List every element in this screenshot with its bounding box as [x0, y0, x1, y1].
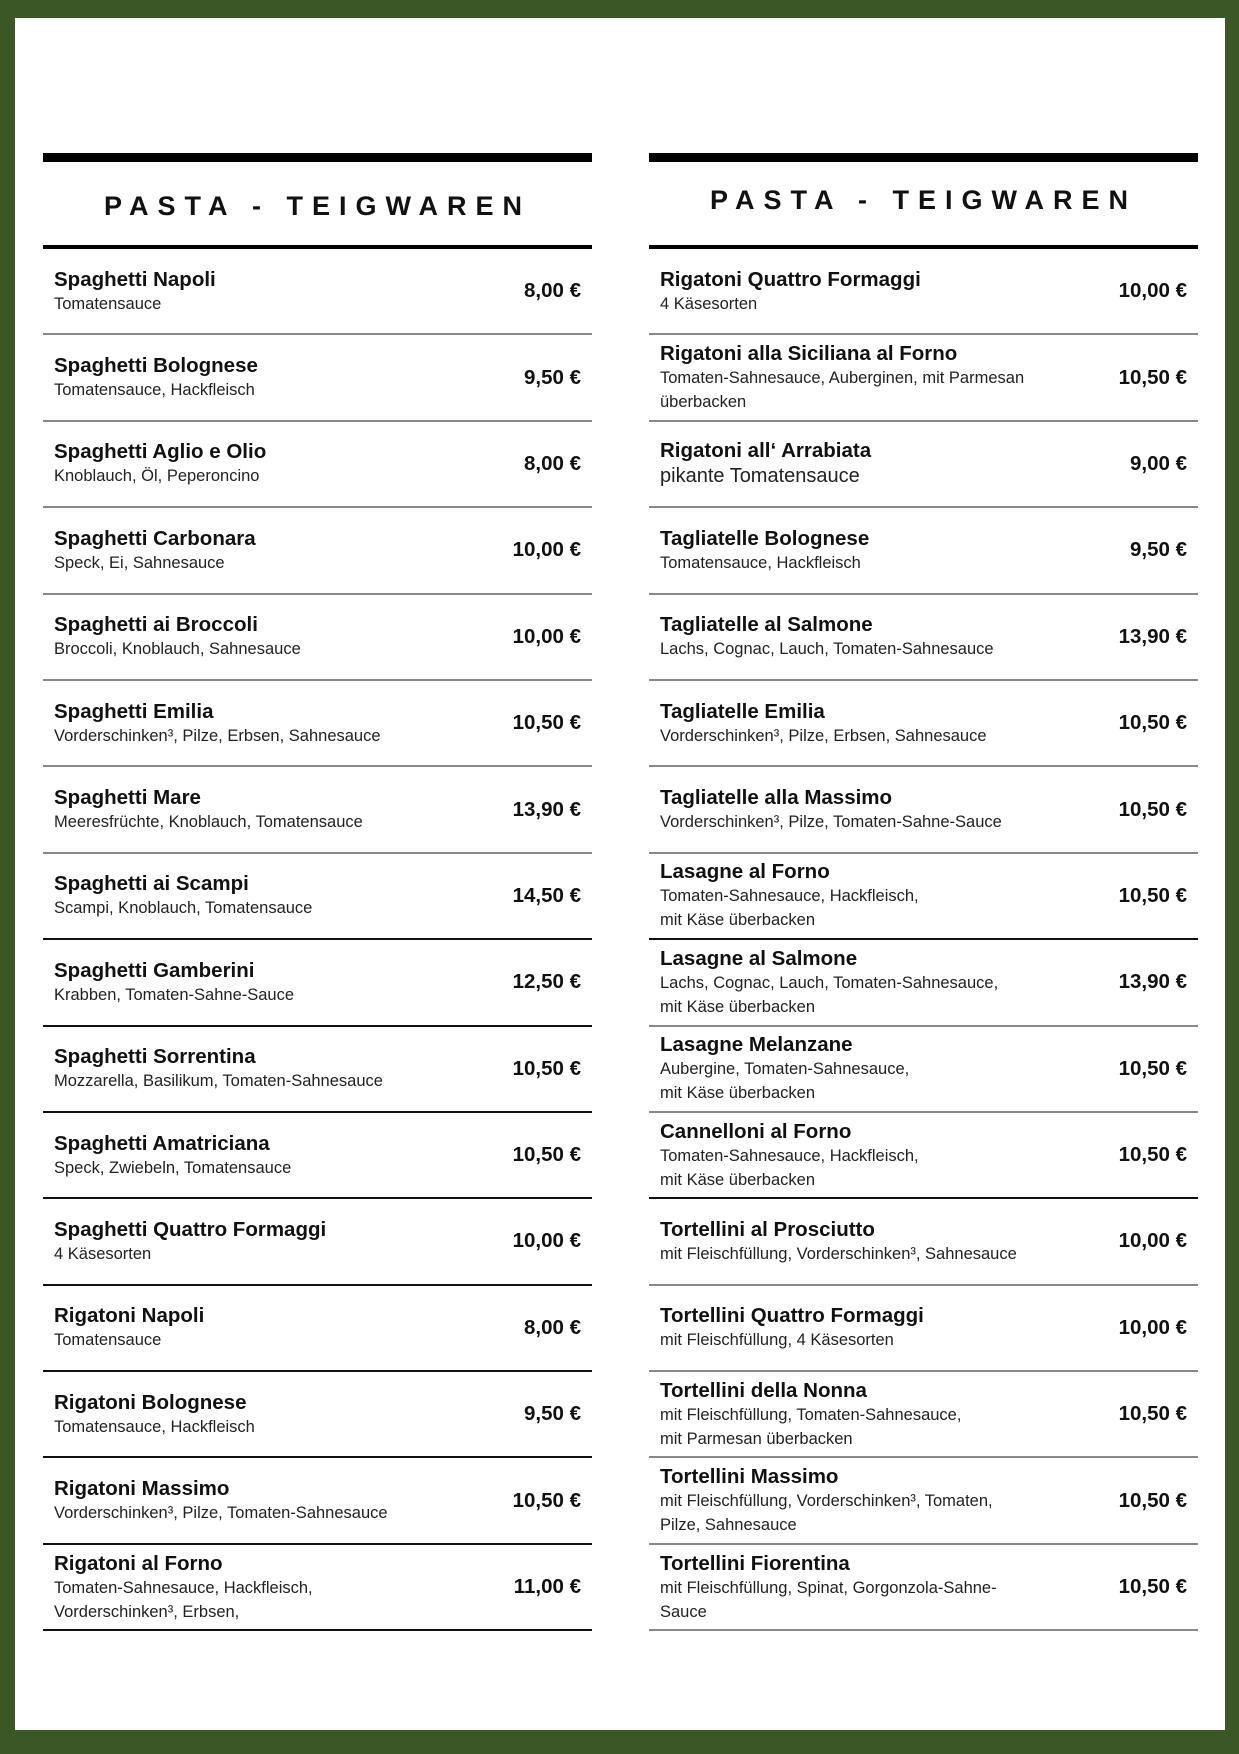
menu-item-text	[43, 1390, 451, 1439]
dish-description: Scampi, Knoblauch, Tomatensauce	[54, 899, 313, 918]
dish-description-line2: mit Käse überbacken	[660, 997, 816, 1016]
dish-name: Lasagne Melanzane	[660, 1033, 853, 1057]
menu-page	[15, 18, 1225, 1730]
dish-description: Tomatensauce, Hackfleisch	[660, 553, 861, 572]
dish-price: 10,00 €	[1118, 1229, 1187, 1253]
dish-description: Vorderschinken³, Pilze, Erbsen, Sahnesauce	[54, 726, 381, 745]
menu-item-text	[43, 526, 451, 575]
dish-description: Speck, Ei, Sahnesauce	[54, 553, 225, 572]
dish-price: 8,00 €	[524, 1315, 581, 1339]
dish-description: Mozzarella, Basilikum, Tomaten-Sahnesauce	[54, 1072, 383, 1091]
menu-item	[649, 681, 1198, 767]
menu-item	[43, 940, 592, 1026]
menu-list	[649, 249, 1198, 1631]
dish-price: 9,50 €	[524, 365, 581, 389]
dish-description: Lachs, Cognac, Lauch, Tomaten-Sahnesauce	[660, 640, 994, 659]
menu-list	[43, 249, 592, 1631]
dish-name: Spaghetti Amatriciana	[54, 1131, 270, 1155]
dish-name: Rigatoni Quattro Formaggi	[660, 267, 921, 291]
menu-item-text	[43, 612, 451, 661]
dish-name: Tagliatelle alla Massimo	[660, 786, 893, 810]
menu-item-text	[649, 1551, 1057, 1624]
dish-price: 10,50 €	[1118, 365, 1187, 389]
dish-description: Tomaten-Sahnesauce, Auberginen, mit Parmesan	[660, 369, 1025, 388]
dish-description-line2: mit Käse überbacken	[660, 1084, 816, 1103]
dish-name: Rigatoni all‘ Arrabiata	[660, 439, 872, 463]
menu-item-text	[43, 439, 451, 488]
menu-item	[43, 1458, 592, 1544]
dish-name: Tortellini Quattro Formaggi	[660, 1304, 924, 1328]
menu-column-left	[43, 153, 592, 1631]
menu-item	[43, 1199, 592, 1285]
menu-item	[649, 1286, 1198, 1372]
dish-description: Tomatensauce	[54, 1331, 162, 1350]
dish-description: pikante Tomatensauce	[660, 465, 860, 488]
menu-item-text	[43, 958, 451, 1007]
dish-description: Tomatensauce, Hackfleisch	[54, 1417, 255, 1436]
dish-price: 10,00 €	[512, 1229, 581, 1253]
dish-name: Cannelloni al Forno	[660, 1119, 852, 1143]
menu-item-text	[43, 1044, 451, 1093]
menu-item-text	[43, 1476, 451, 1525]
dish-description: Knoblauch, Öl, Peperoncino	[54, 467, 260, 486]
menu-item	[43, 1545, 592, 1631]
dish-description: Vorderschinken³, Pilze, Erbsen, Sahnesauce	[660, 726, 987, 745]
menu-item	[649, 335, 1198, 421]
menu-item	[649, 1027, 1198, 1113]
menu-item-text	[649, 1303, 1057, 1352]
dish-name: Tortellini della Nonna	[660, 1378, 867, 1402]
dish-name: Spaghetti Carbonara	[54, 526, 256, 550]
menu-item-text	[43, 267, 451, 316]
dish-price: 14,50 €	[512, 883, 581, 907]
dish-name: Tortellini Massimo	[660, 1465, 839, 1489]
dish-price: 10,00 €	[512, 538, 581, 562]
dish-price: 10,00 €	[512, 624, 581, 648]
dish-name: Lasagne al Forno	[660, 860, 830, 884]
menu-item-text	[43, 1217, 451, 1266]
dish-description: Lachs, Cognac, Lauch, Tomaten-Sahnesauce,	[660, 973, 999, 992]
menu-item-text	[649, 1119, 1057, 1192]
dish-name: Spaghetti Napoli	[54, 267, 216, 291]
menu-item	[649, 1199, 1198, 1285]
menu-item	[649, 422, 1198, 508]
menu-item	[43, 1113, 592, 1199]
dish-name: Spaghetti Mare	[54, 786, 201, 810]
dish-price: 10,50 €	[1118, 1143, 1187, 1167]
dish-description-line2: mit Käse überbacken	[660, 911, 816, 930]
dish-price: 10,50 €	[1118, 883, 1187, 907]
dish-description-line2: Sauce	[660, 1602, 707, 1621]
dish-name: Tagliatelle al Salmone	[660, 613, 873, 637]
dish-description: 4 Käsesorten	[54, 1244, 152, 1263]
dish-name: Spaghetti ai Scampi	[54, 872, 249, 896]
dish-price: 11,00 €	[513, 1575, 581, 1599]
dish-description: Tomaten-Sahnesauce, Hackfleisch,	[54, 1578, 313, 1597]
dish-price: 13,90 €	[1118, 970, 1187, 994]
dish-name: Rigatoni al Forno	[54, 1551, 223, 1575]
dish-price: 10,00 €	[1118, 279, 1187, 303]
menu-item	[43, 335, 592, 421]
menu-item-text	[649, 1032, 1057, 1105]
menu-item	[43, 595, 592, 681]
menu-item	[43, 422, 592, 508]
menu-item-text	[43, 871, 451, 920]
dish-description-line2: Vorderschinken³, Erbsen,	[54, 1602, 240, 1621]
dish-price: 10,50 €	[512, 1056, 581, 1080]
section-title: PASTA - TEIGWAREN	[104, 191, 531, 221]
dish-name: Spaghetti Sorrentina	[54, 1045, 256, 1069]
dish-description: mit Fleischfüllung, Spinat, Gorgonzola-Sahne-	[660, 1578, 997, 1597]
dish-price: 9,50 €	[524, 1402, 581, 1426]
menu-item-text	[649, 1217, 1057, 1266]
dish-name: Rigatoni Massimo	[54, 1477, 230, 1501]
menu-item-text	[649, 946, 1057, 1019]
dish-description: mit Fleischfüllung, Vorderschinken³, Sahnesauce	[660, 1244, 1017, 1263]
top-rule	[649, 153, 1198, 162]
menu-item	[43, 249, 592, 335]
dish-name: Spaghetti Quattro Formaggi	[54, 1217, 327, 1241]
dish-price: 9,50 €	[1130, 538, 1187, 562]
dish-name: Spaghetti Emilia	[54, 699, 214, 723]
dish-description-line2: Pilze, Sahnesauce	[660, 1516, 797, 1535]
dish-name: Tagliatelle Emilia	[660, 699, 825, 723]
menu-item	[649, 1113, 1198, 1199]
dish-price: 8,00 €	[524, 279, 581, 303]
menu-item-text	[649, 1378, 1057, 1451]
dish-description: Aubergine, Tomaten-Sahnesauce,	[660, 1060, 910, 1079]
dish-price: 10,50 €	[1118, 797, 1187, 821]
section-title: PASTA - TEIGWAREN	[710, 185, 1137, 215]
dish-description: Tomatensauce	[54, 294, 162, 313]
dish-price: 10,50 €	[1118, 711, 1187, 735]
dish-price: 10,50 €	[512, 1143, 581, 1167]
menu-item	[43, 767, 592, 853]
dish-price: 13,90 €	[512, 797, 581, 821]
dish-name: Spaghetti Gamberini	[54, 958, 255, 982]
menu-item	[649, 508, 1198, 594]
menu-item-text	[43, 785, 451, 834]
dish-name: Tortellini Fiorentina	[660, 1551, 850, 1575]
top-rule	[43, 153, 592, 162]
dish-price: 9,00 €	[1130, 451, 1187, 475]
dish-description: Tomaten-Sahnesauce, Hackfleisch,	[660, 887, 919, 906]
menu-item-text	[43, 1131, 451, 1180]
dish-description: Vorderschinken³, Pilze, Tomaten-Sahne-Sauce	[660, 813, 1002, 832]
menu-item-text	[43, 353, 451, 402]
dish-name: Spaghetti Bolognese	[54, 354, 258, 378]
dish-description: Meeresfrüchte, Knoblauch, Tomatensauce	[54, 813, 363, 832]
dish-description: mit Fleischfüllung, Tomaten-Sahnesauce,	[660, 1405, 962, 1424]
dish-price: 12,50 €	[512, 970, 581, 994]
dish-price: 13,90 €	[1118, 624, 1187, 648]
menu-item	[649, 1545, 1198, 1631]
menu-item-text	[649, 785, 1057, 834]
menu-item	[43, 681, 592, 767]
dish-description: Krabben, Tomaten-Sahne-Sauce	[54, 985, 295, 1004]
dish-name: Lasagne al Salmone	[660, 946, 858, 970]
dish-description: Broccoli, Knoblauch, Sahnesauce	[54, 640, 301, 659]
dish-description: 4 Käsesorten	[660, 294, 758, 313]
dish-price: 10,50 €	[1118, 1488, 1187, 1512]
dish-name: Spaghetti ai Broccoli	[54, 613, 258, 637]
menu-item-text	[649, 438, 1057, 489]
menu-item-text	[649, 526, 1057, 575]
menu-item-text	[649, 341, 1057, 414]
menu-item	[43, 508, 592, 594]
menu-item	[43, 854, 592, 940]
dish-name: Rigatoni Bolognese	[54, 1390, 247, 1414]
dish-name: Tortellini al Prosciutto	[660, 1217, 875, 1241]
menu-item	[649, 767, 1198, 853]
dish-price: 10,00 €	[1118, 1315, 1187, 1339]
menu-item	[649, 249, 1198, 335]
dish-description: Speck, Zwiebeln, Tomatensauce	[54, 1158, 292, 1177]
menu-item	[649, 854, 1198, 940]
dish-price: 10,50 €	[1118, 1402, 1187, 1426]
dish-description-line2: überbacken	[660, 393, 747, 412]
dish-name: Rigatoni Napoli	[54, 1304, 205, 1328]
dish-price: 10,50 €	[512, 1488, 581, 1512]
dish-description: mit Fleischfüllung, Vorderschinken³, Tomaten,	[660, 1492, 993, 1511]
menu-item-text	[43, 699, 451, 748]
menu-item-text	[649, 859, 1057, 932]
dish-description: Tomaten-Sahnesauce, Hackfleisch,	[660, 1146, 919, 1165]
dish-description: Tomatensauce, Hackfleisch	[54, 381, 255, 400]
menu-item	[649, 940, 1198, 1026]
menu-item-text	[649, 612, 1057, 661]
menu-item	[649, 1458, 1198, 1544]
dish-description-line2: mit Käse überbacken	[660, 1170, 816, 1189]
dish-name: Rigatoni alla Siciliana al Forno	[660, 342, 958, 366]
menu-item-text	[43, 1303, 451, 1352]
menu-item	[649, 595, 1198, 681]
dish-description: Vorderschinken³, Pilze, Tomaten-Sahnesauce	[54, 1504, 388, 1523]
menu-column-right	[649, 153, 1198, 1631]
dish-name: Tagliatelle Bolognese	[660, 526, 870, 550]
menu-item	[43, 1027, 592, 1113]
menu-item-text	[649, 699, 1057, 748]
dish-price: 8,00 €	[524, 451, 581, 475]
dish-price: 10,50 €	[1118, 1575, 1187, 1599]
menu-item	[43, 1372, 592, 1458]
menu-item-text	[649, 267, 1057, 316]
menu-item	[649, 1372, 1198, 1458]
dish-price: 10,50 €	[1118, 1056, 1187, 1080]
menu-item	[43, 1286, 592, 1372]
dish-name: Spaghetti Aglio e Olio	[54, 440, 267, 464]
dish-description-line2: mit Parmesan überbacken	[660, 1429, 853, 1448]
menu-item-text	[43, 1551, 451, 1624]
menu-item-text	[649, 1464, 1057, 1537]
dish-price: 10,50 €	[512, 711, 581, 735]
dish-description: mit Fleischfüllung, 4 Käsesorten	[660, 1331, 894, 1350]
